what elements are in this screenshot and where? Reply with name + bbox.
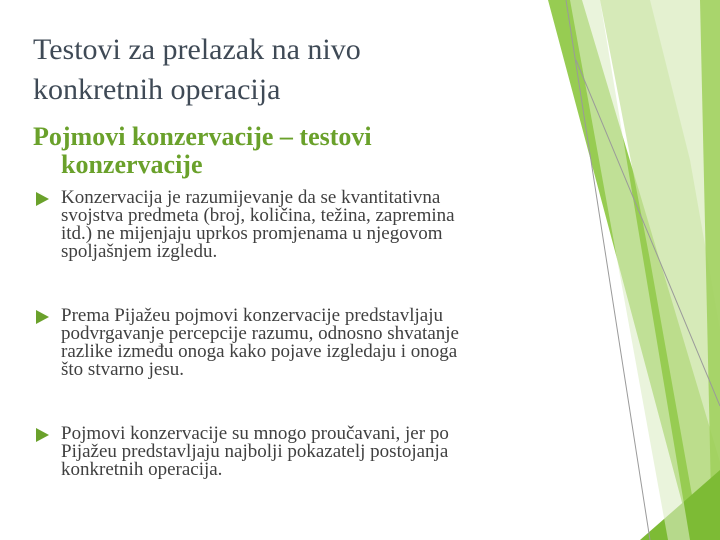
- gray-diagonal-line: [566, 0, 650, 540]
- bullet-line: spoljašnjem izgledu.: [61, 241, 218, 262]
- bullet-line: konkretnih operacija.: [61, 459, 223, 480]
- pale-green-panel-shape: [650, 0, 720, 330]
- bullet-item: [33, 425, 573, 479]
- bullet-line: itd.) ne mijenjaju uprkos promjenama u njegovom: [61, 223, 443, 244]
- bullet-list: [33, 189, 573, 479]
- bullet-line: svojstva predmeta (broj, količina, težina, zapremina: [61, 205, 455, 226]
- green-stripe-shape: [548, 0, 720, 540]
- faint-green-wedge: [570, 0, 690, 540]
- bullet-line: što stvarno jesu.: [61, 359, 184, 380]
- gray-diagonal-line: [576, 60, 720, 406]
- bullet-line: Konzervacija je razumijevanje da se kvantitativna: [61, 187, 441, 208]
- bullet-line: razlike između onoga kako pojave izgledaju i onoga: [61, 341, 458, 362]
- triangle-bullet-icon: [36, 428, 49, 442]
- triangle-bullet-icon: [36, 192, 49, 206]
- slide-subtitle-line: konzervacije: [61, 150, 203, 179]
- light-green-panel-shape: [600, 0, 720, 540]
- bullet-item: [33, 307, 573, 379]
- bullet-line: Prema Pijažeu pojmovi konzervacije predstavljaju: [61, 305, 443, 326]
- bottom-green-triangle: [640, 470, 720, 540]
- slide-subtitle-line: Pojmovi konzervacije – testovi: [33, 122, 372, 151]
- bullet-line: Pojmovi konzervacije su mnogo proučavani, jer po: [61, 423, 449, 444]
- slide-title-line: Testovi za prelazak na nivo: [33, 33, 361, 66]
- right-edge-green-shape: [700, 0, 720, 540]
- bullet-line: Pijažeu predstavljaju najbolji pokazatelj postojanja: [61, 441, 449, 462]
- triangle-bullet-icon: [36, 310, 49, 324]
- slide-title: [33, 30, 553, 110]
- slide-title-line: konkretnih operacija: [33, 73, 281, 106]
- slide-subtitle: [33, 123, 553, 179]
- bullet-item: [33, 189, 573, 261]
- bullet-line: podvrgavanje percepcije razumu, odnosno shvatanje: [61, 323, 459, 344]
